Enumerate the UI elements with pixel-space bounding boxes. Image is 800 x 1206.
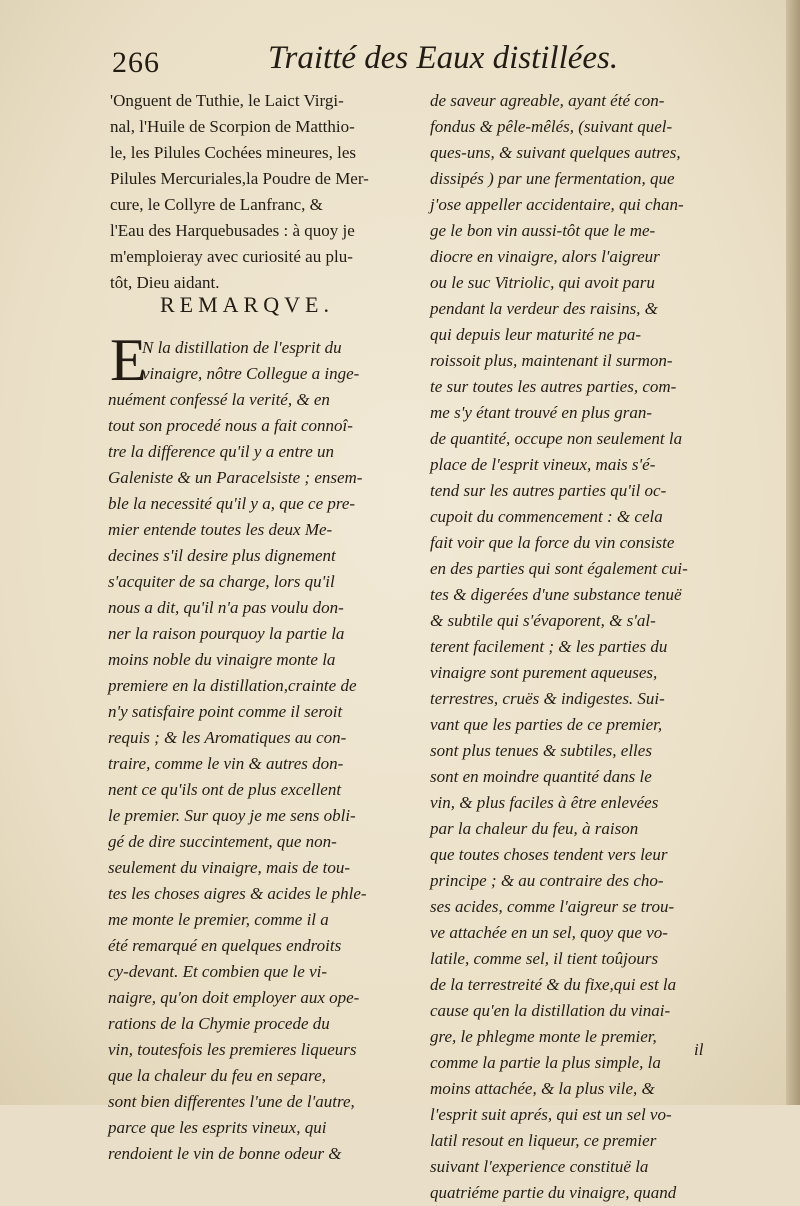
text-line: gé de dire succintement, que non- (108, 832, 337, 851)
text-line: roissoit plus, maintenant il surmon- (430, 351, 673, 370)
text-line: tout son procedé nous a fait connoî- (108, 416, 353, 435)
page-number: 266 (112, 46, 160, 79)
text-line: comme la partie la plus simple, la (430, 1053, 661, 1072)
text-line: gre, le phlegme monte le premier, (430, 1027, 657, 1046)
text-line: cause qu'en la distillation du vinai- (430, 1001, 671, 1020)
text-line: j'ose appeller accidentaire, qui chan- (430, 195, 684, 214)
text-line: latil resout en liqueur, ce premier (430, 1131, 657, 1150)
text-line: ve attachée en un sel, quoy que vo- (430, 923, 668, 942)
text-line: ge le bon vin aussi-tôt que le me- (430, 221, 656, 240)
text-line: nal, l'Huile de Scorpion de Matthio- (110, 117, 355, 136)
drop-cap-letter: E (110, 327, 147, 393)
text-line: fondus & pêle-mêlés, (suivant quel- (430, 117, 673, 136)
text-line: tes les choses aigres & acides le phle- (108, 884, 367, 903)
text-line: nuément confessé la verité, & en (108, 390, 330, 409)
text-line: ner la raison pourquoy la partie la (108, 624, 345, 643)
text-line: vant que les parties de ce premier, (430, 715, 663, 734)
running-title: Traitté des Eaux distillées. (268, 40, 619, 76)
text-line: moins noble du vinaigre monte la (108, 650, 336, 669)
text-line: terent facilement ; & les parties du (430, 637, 668, 656)
text-line: latile, comme sel, il tient toûjours (430, 949, 659, 968)
text-line: diocre en vinaigre, alors l'aigreur (430, 247, 660, 266)
text-line: me monte le premier, comme il a (108, 910, 329, 929)
text-line: parce que les esprits vineux, qui (108, 1118, 327, 1137)
page-gutter (786, 0, 800, 1105)
text-line: ble la necessité qu'il y a, que ce pre- (108, 494, 356, 513)
text-line: dissipés ) par une fermentation, que (430, 169, 675, 188)
text-line: de saveur agreable, ayant été con- (430, 91, 665, 110)
text-line: N la distillation de l'esprit du (142, 338, 342, 357)
text-line: cupoit du commencement : & cela (430, 507, 663, 526)
text-line: ou le suc Vitriolic, qui avoit paru (430, 273, 655, 292)
text-line: s'acquiter de sa charge, lors qu'il (108, 572, 335, 591)
text-line: tre la difference qu'il y a entre un (108, 442, 334, 461)
text-line: ques-uns, & suivant quelques autres, (430, 143, 681, 162)
text-line: qui depuis leur maturité ne pa- (430, 325, 642, 344)
text-line: seulement du vinaigre, mais de tou- (108, 858, 351, 877)
text-line: vinaigre, nôtre Collegue a inge- (142, 364, 360, 383)
right-column-italic-text (430, 88, 748, 1206)
text-line: de la terrestreité & du fixe,qui est la (430, 975, 677, 994)
text-line: te sur toutes les autres parties, com- (430, 377, 677, 396)
text-line: sont plus tenues & subtiles, elles (430, 741, 652, 760)
text-line: le premier. Sur quoy je me sens obli- (108, 806, 356, 825)
text-line: naigre, qu'on doit employer aux ope- (108, 988, 360, 1007)
section-heading: REMARQVE. (160, 292, 334, 317)
text-line: nent ce qu'ils ont de plus excellent (108, 780, 342, 799)
page-header (0, 0, 800, 90)
text-line: vinaigre sont purement aqueuses, (430, 663, 658, 682)
text-line: en des parties qui sont également cui- (430, 559, 688, 578)
text-line: premiere en la distillation,crainte de (108, 676, 357, 695)
text-line: vin, toutesfois les premieres liqueurs (108, 1040, 357, 1059)
text-line: principe ; & au contraire des cho- (430, 871, 664, 890)
text-line: que toutes choses tendent vers leur (430, 845, 668, 864)
text-line: Pilules Mercuriales,la Poudre de Mer- (110, 169, 369, 188)
text-line: decines s'il desire plus dignement (108, 546, 336, 565)
text-line: m'emploieray avec curiosité au plu- (110, 247, 353, 266)
text-line: nous a dit, qu'il n'a pas voulu don- (108, 598, 344, 617)
text-line: mier entende toutes les deux Me- (108, 520, 333, 539)
text-line: cure, le Collyre de Lanfranc, & (110, 195, 323, 214)
text-line: pendant la verdeur des raisins, & (430, 299, 658, 318)
text-line: vin, & plus faciles à être enlevées (430, 793, 659, 812)
text-line: n'y satisfaire point comme il seroit (108, 702, 343, 721)
text-line: traire, comme le vin & autres don- (108, 754, 344, 773)
text-line: sont bien differentes l'une de l'autre, (108, 1092, 355, 1111)
left-column-roman-text (110, 88, 410, 296)
text-line: ses acides, comme l'aigreur se trou- (430, 897, 675, 916)
text-line: cy-devant. Et combien que le vi- (108, 962, 328, 981)
text-line: le, les Pilules Cochées mineures, les (110, 143, 356, 162)
text-line: fait voir que la force du vin consiste (430, 533, 675, 552)
text-line: rations de la Chymie procede du (108, 1014, 330, 1033)
text-line: tôt, Dieu aidant. (110, 273, 220, 292)
text-line: tend sur les autres parties qu'il oc- (430, 481, 667, 500)
text-line: 'Onguent de Tuthie, le Laict Virgi- (110, 91, 344, 110)
left-column-italic-text (108, 335, 410, 1167)
text-line: de quantité, occupe non seulement la (430, 429, 683, 448)
text-line: me s'y étant trouvé en plus gran- (430, 403, 653, 422)
text-line: terrestres, cruës & indigestes. Sui- (430, 689, 665, 708)
text-line: suivant l'experience constituë la (430, 1157, 649, 1176)
text-line: tes & digerées d'une substance tenuë (430, 585, 682, 604)
text-line: l'esprit suit aprés, qui est un sel vo- (430, 1105, 672, 1124)
text-line: que la chaleur du feu en separe, (108, 1066, 326, 1085)
text-line: sont en moindre quantité dans le (430, 767, 652, 786)
text-line: place de l'esprit vineux, mais s'é- (430, 455, 656, 474)
text-line: & subtile qui s'évaporent, & s'al- (430, 611, 656, 630)
text-line: moins attachée, & la plus vile, & (430, 1079, 655, 1098)
text-line: rendoient le vin de bonne odeur & (108, 1144, 342, 1163)
text-line: requis ; & les Aromatiques au con- (108, 728, 347, 747)
text-line: Galeniste & un Paracelsiste ; ensem- (108, 468, 363, 487)
catchword: il (694, 1040, 704, 1059)
text-line: par la chaleur du feu, à raison (430, 819, 639, 838)
text-line: été remarqué en quelques endroits (108, 936, 342, 955)
text-line: l'Eau des Harquebusades : à quoy je (110, 221, 355, 240)
text-line: quatriéme partie du vinaigre, quand (430, 1183, 677, 1202)
